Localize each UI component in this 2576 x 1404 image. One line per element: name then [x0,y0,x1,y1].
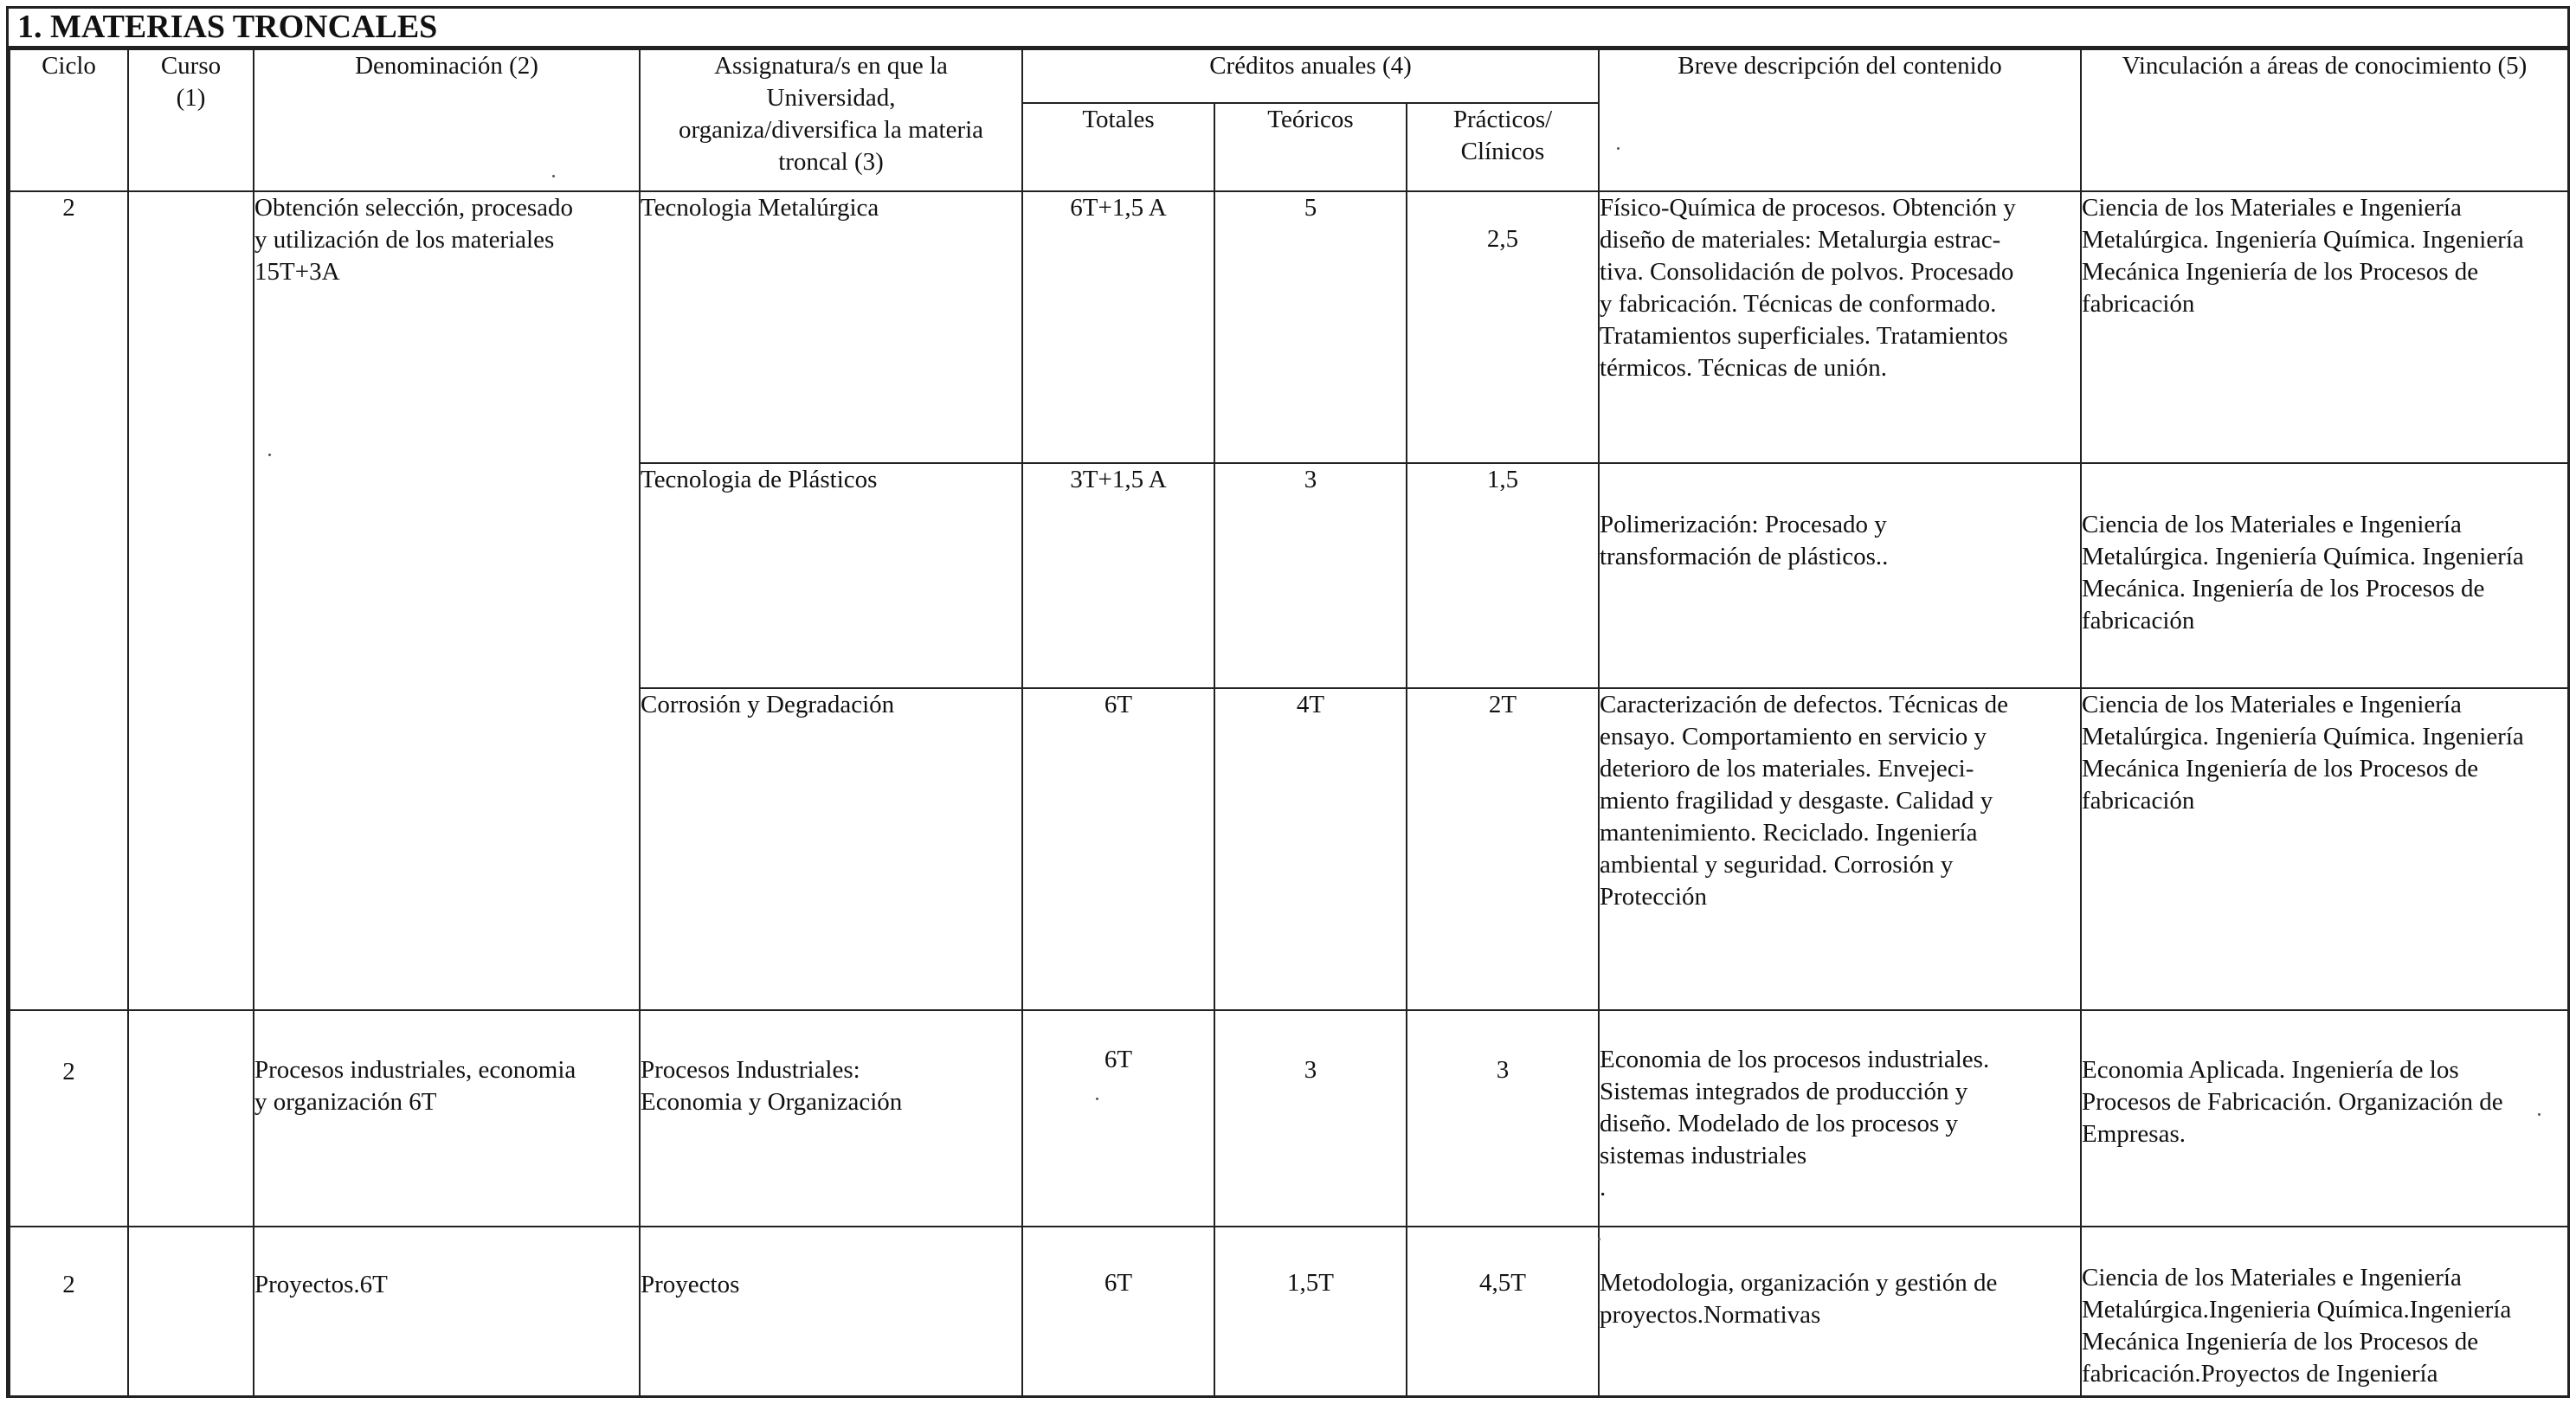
asignatura-cell: Tecnologia Metalúrgica [640,191,1022,463]
denominacion-cell: Proyectos.6T [254,1227,640,1396]
scan-speck [1096,1098,1098,1100]
header-teoricos: Teóricos [1214,103,1407,191]
vinculacion-cell: Economia Aplicada. Ingeniería de los Procesos de Fabricación. Organización de Empresas. [2081,1010,2568,1227]
practicos-cell: 3 [1407,1010,1599,1227]
section-title: 1. MATERIAS TRONCALES [9,9,2567,48]
teoricos-cell: 3 [1214,1010,1407,1227]
ciclo-cell: 2 [10,191,128,1010]
header-descripcion: Breve descripción del contenido [1599,49,2081,191]
scan-speck [1617,147,1620,150]
practicos-cell: 1,5 [1407,463,1599,688]
teoricos-cell: 5 [1214,191,1407,463]
totales-cell: 6T [1022,1227,1214,1396]
curso-cell [128,1227,254,1396]
header-ciclo: Ciclo [10,49,128,191]
vinculacion-cell: Ciencia de los Materiales e Ingeniería Metalúrgica. Ingeniería Química. Ingeniería Mecánica Ingeniería de los Procesos de fabricación [2081,688,2568,1010]
curso-cell [128,1010,254,1227]
scan-speck [552,175,555,177]
table-row [10,1010,2568,1227]
denominacion-cell: Procesos industriales, economia y organización 6T [254,1010,640,1227]
practicos-cell: 2T [1407,688,1599,1010]
asignatura-cell: Tecnologia de Plásticos [640,463,1022,688]
asignatura-cell: Procesos Industriales: Economia y Organización [640,1010,1022,1227]
descripcion-cell: Físico-Química de procesos. Obtención y diseño de materiales: Metalurgia estrac- tiva. Consolidación de polvos. Procesado y fabricación. Técnicas de conformado. Tratamientos superficiales. Tratamientos térmicos. Técnicas de unión. [1599,191,2081,463]
header-vinculacion: Vinculación a áreas de conocimiento (5) [2081,49,2568,191]
header-curso: Curso (1) [128,49,254,191]
curso-cell [128,191,254,1010]
descripcion-cell: Economia de los procesos industriales. Sistemas integrados de producción y diseño. Modelado de los procesos y sistemas industriales . [1599,1010,2081,1227]
header-practicos: Prácticos/ Clínicos [1407,103,1599,191]
vinculacion-cell: Ciencia de los Materiales e Ingeniería Metalúrgica.Ingenieria Química.Ingeniería Mecánica Ingeniería de los Procesos de fabricación.Proyectos de Ingeniería [2081,1227,2568,1396]
teoricos-cell: 4T [1214,688,1407,1010]
materias-troncales-sheet [6,6,2570,1398]
totales-cell: 6T [1022,1010,1214,1227]
table-row [10,1227,2568,1396]
header-totales: Totales [1022,103,1214,191]
header-asignatura: Assignatura/s en que la Universidad, organiza/diversifica la materia troncal (3) [640,49,1022,191]
scan-speck [268,454,271,456]
ciclo-cell: 2 [10,1010,128,1227]
asignatura-cell: Proyectos [640,1227,1022,1396]
practicos-cell: 4,5T [1407,1227,1599,1396]
totales-cell: 3T+1,5 A [1022,463,1214,688]
scan-speck [2538,1113,2541,1116]
table-row [10,191,2568,463]
descripcion-cell: Polimerización: Procesado y transformación de plásticos.. [1599,463,2081,688]
teoricos-cell: 3 [1214,463,1407,688]
vinculacion-cell: Ciencia de los Materiales e Ingeniería Metalúrgica. Ingeniería Química. Ingeniería Mecánica. Ingeniería de los Procesos de fabricación [2081,463,2568,688]
descripcion-cell: Metodologia, organización y gestión de proyectos.Normativas [1599,1227,2081,1396]
totales-cell: 6T+1,5 A [1022,191,1214,463]
teoricos-cell: 1,5T [1214,1227,1407,1396]
denominacion-cell: Obtención selección, procesado y utilización de los materiales 15T+3A [254,191,640,1010]
vinculacion-cell: Ciencia de los Materiales e Ingeniería Metalúrgica. Ingeniería Química. Ingeniería Mecánica Ingeniería de los Procesos de fabricación [2081,191,2568,463]
practicos-cell: 2,5 [1407,191,1599,463]
header-denominacion: Denominación (2) [254,49,640,191]
materias-table [9,48,2569,1397]
ciclo-cell: 2 [10,1227,128,1396]
totales-cell: 6T [1022,688,1214,1010]
descripcion-cell: Caracterización de defectos. Técnicas de ensayo. Comportamiento en servicio y deterioro de los materiales. Envejeci- miento fragilidad y desgaste. Calidad y mantenimiento. Reciclado. Ingeniería ambiental y seguridad. Corrosión y Protección [1599,688,2081,1010]
header-creditos-anuales: Créditos anuales (4) [1022,49,1599,103]
scan-speck [1598,1238,1600,1240]
asignatura-cell: Corrosión y Degradación [640,688,1022,1010]
